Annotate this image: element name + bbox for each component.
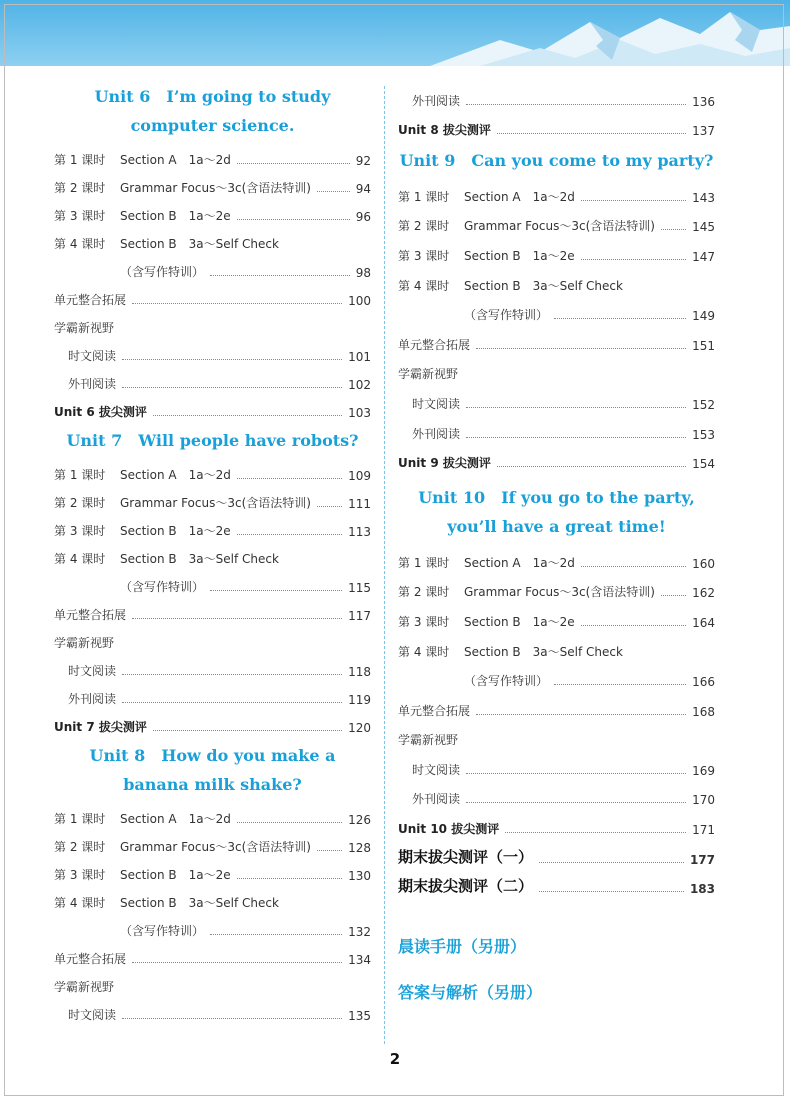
- toc-row[interactable]: 外刊阅读 136: [412, 93, 715, 109]
- toc-row: 学霸新视野: [54, 321, 115, 335]
- column-divider: [384, 86, 385, 1044]
- toc-row: 学霸新视野: [54, 636, 115, 650]
- toc-row[interactable]: 第 2 课时 Grammar Focus～3c(含语法特训) 128: [54, 840, 371, 855]
- toc-row[interactable]: 第 2 课时 Grammar Focus～3c(含语法特训) 94: [54, 181, 371, 196]
- extra-answers[interactable]: 答案与解析（另册）: [398, 983, 543, 1003]
- toc-row[interactable]: 单元整合拓展 151: [398, 337, 715, 353]
- toc-row[interactable]: 外刊阅读 102: [68, 377, 371, 392]
- toc-row[interactable]: （含写作特训） 115: [120, 580, 371, 595]
- toc-row[interactable]: 第 3 课时 Section B 1a～2e 96: [54, 209, 371, 224]
- toc-row[interactable]: （含写作特训） 149: [464, 308, 715, 324]
- toc-row[interactable]: 时文阅读 118: [68, 664, 371, 679]
- unit-10-title: Unit 10 If you go to the party, you’ll have a great time!: [418, 488, 695, 537]
- toc-row[interactable]: Unit 10 拔尖测评 171: [398, 822, 715, 838]
- page-number: 2: [389, 1050, 401, 1068]
- toc-row[interactable]: （含写作特训） 98: [120, 265, 371, 280]
- toc-row[interactable]: （含写作特训） 166: [464, 674, 715, 690]
- toc-row[interactable]: 单元整合拓展 168: [398, 703, 715, 719]
- exam-row[interactable]: 期末拔尖测评（二） 183: [398, 877, 715, 897]
- toc-row[interactable]: 第 4 课时 Section B 3a～Self Check: [398, 278, 623, 293]
- mountain-header-image: [0, 0, 790, 84]
- toc-row[interactable]: 第 1 课时 Section A 1a～2d 126: [54, 812, 371, 827]
- extra-booklet[interactable]: 晨读手册（另册）: [398, 937, 527, 957]
- toc-row[interactable]: 第 4 课时 Section B 3a～Self Check: [54, 552, 279, 566]
- unit-6-title: Unit 6 I’m going to study computer science.: [94, 87, 331, 135]
- toc-row[interactable]: 外刊阅读 153: [412, 426, 715, 442]
- toc-row[interactable]: 外刊阅读 119: [68, 692, 371, 707]
- toc-row[interactable]: 单元整合拓展 117: [54, 608, 371, 623]
- exam-row[interactable]: 期末拔尖测评（一） 177: [398, 847, 715, 867]
- toc-row[interactable]: 第 3 课时 Section B 1a～2e 164: [398, 614, 715, 630]
- toc-row[interactable]: 第 3 课时 Section B 1a～2e 130: [54, 868, 371, 883]
- toc-right-column: [398, 79, 715, 1010]
- toc-row[interactable]: 第 1 课时 Section A 1a～2d 109: [54, 468, 371, 483]
- toc-row[interactable]: 第 1 课时 Section A 1a～2d 160: [398, 555, 715, 571]
- toc-row[interactable]: 第 1 课时 Section A 1a～2d 143: [398, 189, 715, 205]
- toc-row[interactable]: 第 4 课时 Section B 3a～Self Check: [54, 896, 279, 910]
- toc-row: 学霸新视野: [398, 733, 459, 748]
- toc-row[interactable]: 时文阅读 152: [412, 396, 715, 412]
- toc-row[interactable]: 第 2 课时 Grammar Focus～3c(含语法特训) 111: [54, 496, 371, 511]
- toc-row[interactable]: 外刊阅读 170: [412, 792, 715, 808]
- toc-row[interactable]: 第 4 课时 Section B 3a～Self Check: [54, 237, 279, 251]
- toc-row[interactable]: 时文阅读 101: [68, 349, 371, 364]
- toc-row[interactable]: 时文阅读 135: [68, 1008, 371, 1023]
- toc-row: 学霸新视野: [398, 367, 459, 382]
- unit-7-title: Unit 7 Will people have robots?: [66, 431, 359, 450]
- toc-row[interactable]: Unit 9 拔尖测评 154: [398, 456, 715, 472]
- unit-9-title: Unit 9 Can you come to my party?: [399, 151, 714, 171]
- toc-row[interactable]: Unit 6 拔尖测评 103: [54, 405, 371, 420]
- toc-row[interactable]: 第 2 课时 Grammar Focus～3c(含语法特训) 145: [398, 219, 715, 235]
- toc-row[interactable]: 单元整合拓展 100: [54, 293, 371, 308]
- toc-row[interactable]: 第 4 课时 Section B 3a～Self Check: [398, 644, 623, 659]
- toc-row[interactable]: Unit 7 拔尖测评 120: [54, 720, 371, 735]
- toc-row: 学霸新视野: [54, 980, 115, 994]
- toc-row[interactable]: 单元整合拓展 134: [54, 952, 371, 967]
- toc-row[interactable]: Unit 8 拔尖测评 137: [398, 123, 715, 139]
- toc-row[interactable]: 第 3 课时 Section B 1a～2e 113: [54, 524, 371, 539]
- toc-row[interactable]: 时文阅读 169: [412, 762, 715, 778]
- toc-row[interactable]: 第 3 课时 Section B 1a～2e 147: [398, 248, 715, 264]
- unit-8-title: Unit 8 How do you make a banana milk shake?: [89, 746, 336, 794]
- toc-row[interactable]: （含写作特训） 132: [120, 924, 371, 939]
- toc-row[interactable]: 第 2 课时 Grammar Focus～3c(含语法特训) 162: [398, 585, 715, 601]
- toc-row[interactable]: 第 1 课时 Section A 1a～2d 92: [54, 153, 371, 168]
- toc-left-column: [54, 82, 371, 1023]
